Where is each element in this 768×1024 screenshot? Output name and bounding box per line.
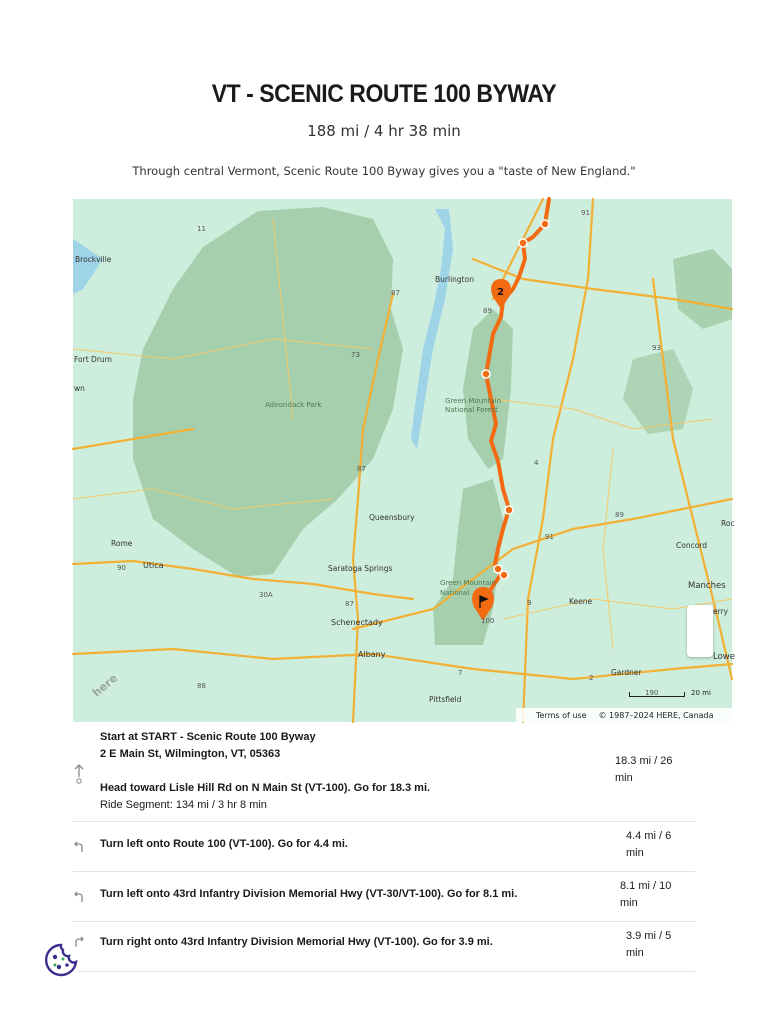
page-title: VT - SCENIC ROUTE 100 BYWAY (211, 80, 557, 108)
label-schenectady: Schenectady (331, 618, 383, 627)
shield-87c: 87 (345, 600, 354, 608)
map-footer (516, 708, 732, 722)
direction-step (73, 822, 695, 872)
map-scale (629, 689, 711, 697)
step-instruction: Head toward Lisle Hill Rd on N Main St (VT-100). Go for 18.3 mi. (100, 782, 431, 794)
straight-arrow-icon (73, 763, 85, 775)
label-fort-drum: Fort Drum (74, 355, 112, 364)
terms-of-use-link[interactable]: Terms of use (536, 710, 587, 720)
shield-91b: 91 (545, 533, 554, 541)
shield-30a: 30A (259, 591, 273, 599)
step-segment: Ride Segment: 134 mi / 3 hr 8 min (100, 799, 267, 811)
cookie-icon (41, 940, 81, 980)
directions-list (73, 723, 695, 972)
scale-label: 20 mi (691, 689, 711, 697)
label-burlington: Burlington (435, 275, 474, 284)
adirondack-park-area (133, 207, 403, 577)
forest-patch-ne (673, 249, 732, 329)
step-distance-value: 4.4 mi / 6 (626, 830, 672, 842)
step-spacer (100, 763, 580, 780)
turn-left-icon (73, 891, 85, 903)
label-gardner: Gardner (611, 668, 642, 677)
label-keene: Keene (569, 597, 593, 606)
shield-90: 90 (117, 564, 126, 572)
step-text: Turn right onto 43rd Infantry Division Memorial Hwy (VT-100). Go for 3.9 mi. (100, 936, 493, 948)
label-brockville: Brockville (75, 255, 112, 264)
label-perry: erry (713, 607, 729, 616)
zoom-control[interactable] (687, 605, 713, 657)
direction-step (73, 723, 695, 822)
shield-93: 93 (652, 344, 661, 352)
label-utica: Utica (143, 561, 164, 570)
shield-87a: 87 (391, 289, 400, 297)
label-roch: Roc (721, 519, 735, 528)
label-albany: Albany (358, 650, 386, 659)
map-canvas (73, 199, 732, 722)
label-green-mountain-1b: National Forest (445, 406, 498, 414)
step-distance (626, 828, 706, 862)
forest-patch-e (623, 349, 693, 434)
label-queensbury: Queensbury (369, 513, 415, 522)
label-lowell: Lowe (713, 652, 735, 662)
shield-2: 2 (589, 674, 594, 682)
scale-bar (629, 692, 685, 697)
label-wn: wn (74, 384, 85, 393)
route-stats: 188 mi / 4 hr 38 min (307, 122, 461, 140)
map-copyright: © 1987–2024 HERE, Canada (598, 710, 714, 720)
label-green-mountain-2b: National (440, 589, 470, 597)
label-saratoga: Saratoga Springs (328, 564, 393, 573)
step-distance (615, 753, 695, 787)
route-description: Through central Vermont, Scenic Route 100 Byway gives you a "taste of New England." (132, 164, 636, 178)
step-time-value: min (626, 947, 644, 959)
shield-88: 88 (197, 682, 206, 690)
label-concord: Concord (676, 541, 708, 550)
step-start: Start at START - Scenic Route 100 Byway (100, 731, 316, 743)
shield-11: 11 (197, 225, 206, 233)
step-distance-value: 8.1 mi / 10 (620, 880, 672, 892)
step-distance-value: 3.9 mi / 5 (626, 930, 672, 942)
label-manchester: Manches (688, 581, 726, 591)
shield-87b: 87 (357, 465, 366, 473)
route-map[interactable] (73, 199, 735, 722)
direction-step (73, 922, 695, 972)
shield-91a: 91 (581, 209, 590, 217)
shield-100: 100 (481, 617, 495, 625)
shield-190: 190 (645, 689, 659, 697)
shield-9: 9 (527, 599, 532, 607)
step-distance (620, 878, 700, 912)
step-text (100, 729, 580, 814)
step-time-value: min (620, 897, 638, 909)
step-time-value: min (615, 772, 633, 784)
shield-4: 4 (534, 459, 539, 467)
shield-73: 73 (351, 351, 360, 359)
cookie-settings-button[interactable] (41, 940, 81, 980)
waypoint-2-label: 2 (497, 287, 504, 298)
shield-89b: 89 (615, 511, 624, 519)
turn-left-icon (73, 841, 85, 853)
label-pittsfield: Pittsfield (429, 695, 462, 704)
label-adirondack-park: Adirondack Park (265, 401, 322, 409)
shield-89: 89 (483, 307, 492, 315)
step-time-value: min (626, 847, 644, 859)
label-green-mountain-2: Green Mountain (440, 579, 497, 587)
river-west (73, 239, 103, 294)
step-text: Turn left onto Route 100 (VT-100). Go for 4.4 mi. (100, 838, 348, 850)
step-distance (626, 928, 706, 962)
label-green-mountain-1: Green Mountain (445, 397, 502, 405)
shield-7: 7 (458, 669, 463, 677)
step-text: Turn left onto 43rd Infantry Division Memorial Hwy (VT-30/VT-100). Go for 8.1 mi. (100, 888, 518, 900)
direction-step (73, 872, 695, 922)
step-distance-value: 18.3 mi / 26 (615, 755, 673, 767)
step-address: 2 E Main St, Wilmington, VT, 05363 (100, 748, 281, 760)
label-rome: Rome (111, 539, 133, 548)
here-logo: here (90, 671, 121, 700)
